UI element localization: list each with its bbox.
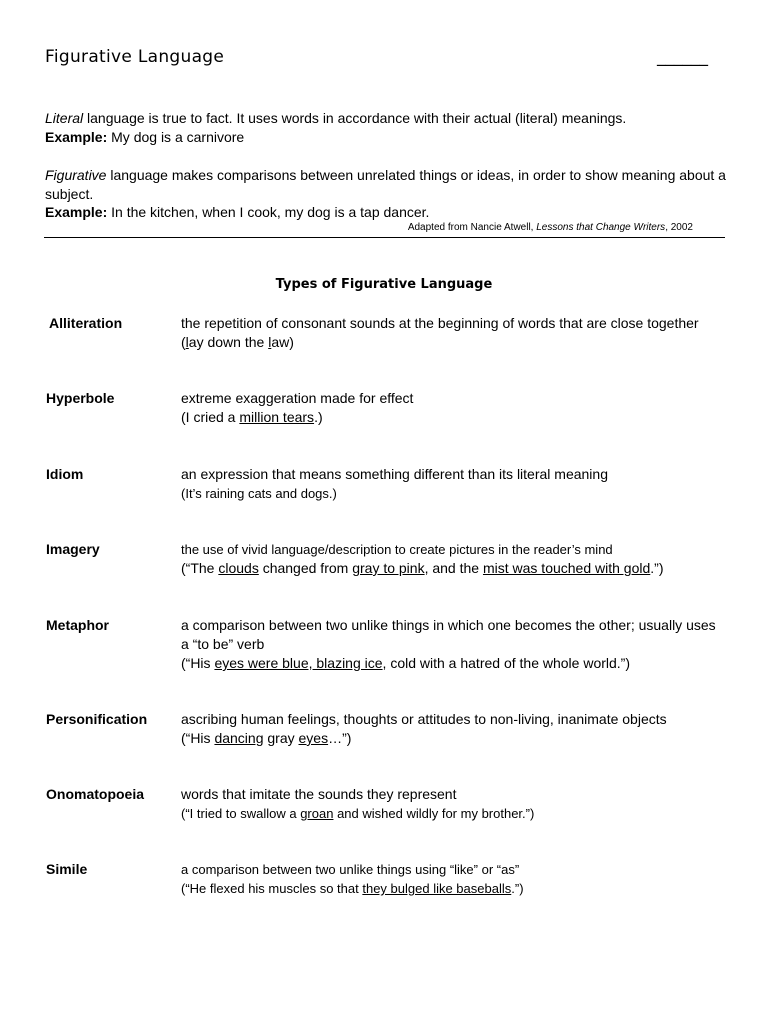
example-text: (I cried a million tears.) (181, 409, 323, 425)
definition-personification (181, 710, 726, 748)
definition-onomatopoeia (181, 785, 726, 823)
definition-text: an expression that means something different than its literal meaning (181, 466, 608, 482)
term-personification: Personification (46, 711, 148, 727)
term-idiom: Idiom (46, 466, 84, 482)
example-text: (lay down the law) (181, 334, 294, 350)
figurative-text: language makes comparisons between unrelated things or ideas, in order to show meaning about a subject. (45, 167, 726, 202)
definition-text: the use of vivid language/description to create pictures in the reader’s mind (181, 542, 613, 557)
literal-definition (45, 109, 735, 146)
definition-text: words that imitate the sounds they represent (181, 786, 457, 802)
literal-term: Literal (45, 110, 84, 126)
credit-book: Lessons that Change Writers (536, 222, 666, 233)
definition-simile (181, 860, 726, 898)
definition-text: the repetition of consonant sounds at the beginning of words that are close together (181, 315, 699, 331)
example-text: (It’s raining cats and dogs.) (181, 486, 337, 501)
definition-alliteration (181, 314, 726, 352)
name-blank: ______ (657, 47, 708, 67)
source-credit (0, 222, 693, 233)
example-text: (“The clouds changed from gray to pink, and the mist was touched with gold.”) (181, 560, 664, 576)
term-imagery: Imagery (46, 541, 100, 557)
section-divider (44, 237, 725, 238)
page-title: Figurative Language (45, 47, 225, 67)
literal-example-text: My dog is a carnivore (107, 128, 245, 145)
literal-example-label: Example: (45, 128, 108, 145)
term-hyperbole: Hyperbole (46, 390, 115, 406)
definition-text: a comparison between two unlike things in which one becomes the other; usually uses a “to be” verb (181, 617, 716, 652)
example-text: (“His eyes were blue, blazing ice, cold with a hatred of the whole world.”) (181, 655, 631, 671)
figurative-example-label: Example: (45, 204, 108, 220)
literal-text: language is true to fact. It uses words in accordance with their actual (literal) meanings. (83, 110, 627, 126)
term-alliteration: Alliteration (49, 315, 123, 331)
term-metaphor: Metaphor (46, 617, 109, 633)
definition-metaphor (181, 616, 726, 673)
definition-idiom (181, 465, 726, 503)
definition-hyperbole (181, 389, 726, 427)
figurative-term: Figurative (45, 167, 107, 183)
definition-text: extreme exaggeration made for effect (181, 390, 414, 406)
credit-prefix: Adapted from Nancie Atwell, (407, 222, 537, 233)
example-text: (“He flexed his muscles so that they bulged like baseballs.”) (181, 881, 524, 896)
section-title: Types of Figurative Language (275, 277, 493, 292)
term-onomatopoeia: Onomatopoeia (46, 786, 145, 802)
definition-imagery (181, 540, 726, 578)
example-text: (“His dancing gray eyes…”) (181, 730, 352, 746)
example-text: (“I tried to swallow a groan and wished wildly for my brother.”) (181, 806, 535, 821)
definition-text: a comparison between two unlike things using “like” or “as” (181, 862, 520, 877)
credit-suffix: , 2002 (665, 222, 693, 233)
term-simile: Simile (46, 861, 88, 877)
figurative-example-text: In the kitchen, when I cook, my dog is a tap dancer. (107, 204, 430, 220)
definition-text: ascribing human feelings, thoughts or attitudes to non-living, inanimate objects (181, 711, 667, 727)
figurative-definition (45, 166, 735, 222)
